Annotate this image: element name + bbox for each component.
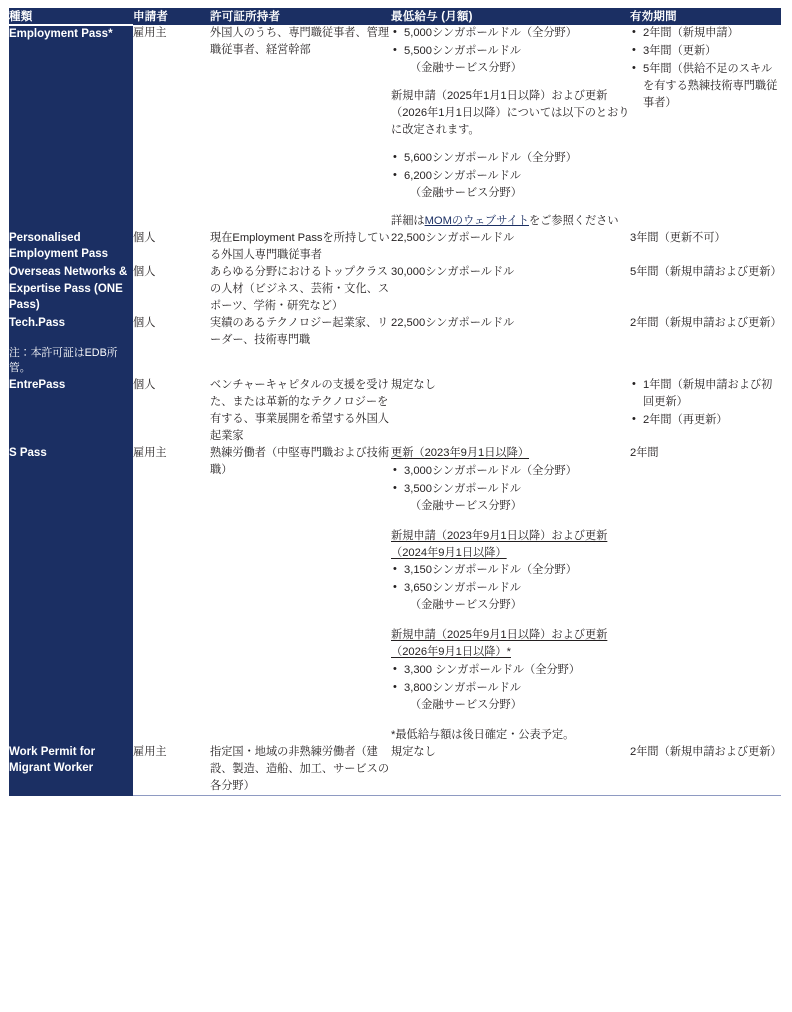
bullet-item: • 3,500シンガポールドル （金融サービス分野） — [391, 481, 630, 515]
text-paragraph: 2年間（新規申請および更新） — [630, 317, 782, 330]
pass-name-label: Personalised Employment Pass — [9, 232, 109, 261]
pass-name-label: Employment Pass* — [9, 28, 113, 40]
salary-section-heading: 更新（2023年9月1日以降） — [391, 446, 530, 459]
applicant-cell: 個人 — [133, 266, 156, 279]
text-paragraph: 30,000シンガポールドル — [391, 266, 515, 279]
table-row — [9, 264, 781, 315]
table-row — [9, 230, 781, 264]
pass-name-cell — [9, 230, 133, 264]
column-header-minimum-salary: 最低給与 (月額) — [391, 8, 630, 25]
table-row — [9, 25, 781, 230]
holder-cell: 外国人のうち、専門職従事者、管理職従事者、経営幹部 — [210, 27, 390, 57]
bullet-continuation: （金融サービス分野） — [410, 187, 522, 200]
pass-name-cell — [9, 377, 133, 445]
minimum-salary-cell — [391, 377, 630, 445]
bullet-item: • 5,500シンガポールドル （金融サービス分野） — [391, 43, 630, 77]
minimum-salary-cell — [391, 445, 630, 744]
pass-name-note: 注：本許可証はEDB所管。 — [9, 346, 118, 375]
text-paragraph: 規定なし — [391, 746, 436, 759]
text-paragraph: 新規申請（2025年1月1日以降）および更新（2026年1月1日以降）については以下のとおりに改定されます。 — [391, 90, 630, 137]
bullet-item: • 3,150シンガポールドル（全分野） — [391, 562, 630, 579]
applicant-cell: 雇用主 — [133, 27, 167, 39]
bullet-list — [630, 377, 781, 429]
pass-name-label: Tech.Pass — [9, 317, 66, 330]
pass-name-cell — [9, 25, 133, 230]
pass-name-cell — [9, 264, 133, 315]
holder-cell: 実績のあるテクノロジー起業家、リーダー、技術専門職 — [210, 317, 389, 347]
bullet-item: • 3,650シンガポールドル （金融サービス分野） — [391, 580, 630, 614]
text-paragraph: 3年間（更新不可） — [630, 232, 726, 245]
column-header-type: 種類 — [9, 8, 133, 25]
column-header-validity: 有効期間 — [630, 8, 781, 25]
text-paragraph: 2年間（新規申請および更新） — [630, 746, 782, 759]
bullet-continuation: （金融サービス分野） — [410, 699, 522, 712]
bullet-item: • 3,300 シンガポールドル（全分野） — [391, 662, 630, 679]
applicant-cell: 雇用主 — [133, 446, 167, 459]
pass-name-cell — [9, 315, 133, 377]
holder-cell: あらゆる分野におけるトップクラスの人材（ビジネス、芸術・文化、スポーツ、学術・研究など） — [210, 266, 390, 313]
holder-cell: 熟練労働者（中堅専門職および技術職） — [210, 446, 390, 476]
validity-cell — [630, 744, 781, 796]
bullet-item: • 1年間（新規申請および初回更新） — [630, 377, 781, 411]
bullet-list — [630, 25, 781, 112]
bullet-list — [391, 562, 630, 614]
bullet-list — [391, 463, 630, 515]
bullet-list — [391, 150, 630, 202]
applicant-cell: 個人 — [133, 378, 156, 391]
text-paragraph: 2年間 — [630, 446, 659, 459]
salary-section-heading: 新規申請（2023年9月1日以降）および更新（2024年9月1日以降） — [391, 529, 608, 559]
text-paragraph: 22,500シンガポールドル — [391, 317, 515, 330]
validity-cell — [630, 315, 781, 377]
text-paragraph: 5年間（新規申請および更新） — [630, 266, 782, 279]
minimum-salary-cell — [391, 744, 630, 796]
minimum-salary-cell — [391, 315, 630, 377]
pass-name-cell — [9, 744, 133, 796]
bullet-item: • 3年間（更新） — [630, 43, 781, 60]
applicant-cell: 個人 — [133, 317, 156, 330]
column-header-applicant: 申請者 — [133, 8, 210, 25]
bullet-item: • 2年間（再更新） — [630, 412, 781, 429]
pass-name-label: S Pass — [9, 446, 47, 459]
text-paragraph: 22,500シンガポールドル — [391, 232, 515, 245]
table-header — [9, 8, 781, 25]
table-row — [9, 744, 781, 796]
applicant-cell: 雇用主 — [133, 744, 210, 796]
bullet-item: • 2年間（新規申請） — [630, 25, 781, 42]
work-pass-table — [9, 8, 781, 796]
validity-cell — [630, 25, 781, 230]
bullet-continuation: （金融サービス分野） — [410, 499, 522, 512]
salary-section — [391, 528, 630, 615]
bullet-list — [391, 25, 630, 77]
validity-cell — [630, 230, 781, 264]
text-paragraph: 規定なし — [391, 378, 436, 391]
pass-name-cell — [9, 445, 133, 744]
salary-section-heading: 新規申請（2025年9月1日以降）および更新（2026年9月1日以降）* — [391, 629, 608, 659]
bullet-item: • 3,000シンガポールドル（全分野） — [391, 463, 630, 480]
footnote-text: *最低給与額は後日確定・公表予定。 — [391, 729, 575, 742]
bullet-continuation: （金融サービス分野） — [410, 62, 522, 75]
bullet-list — [391, 662, 630, 714]
bullet-item: • 5,600シンガポールドル（全分野） — [391, 150, 630, 167]
pass-name-label: Work Permit for Migrant Worker — [9, 746, 96, 775]
table-row — [9, 315, 781, 377]
bullet-item: • 3,800シンガポールドル （金融サービス分野） — [391, 680, 630, 714]
header-row — [9, 8, 781, 25]
mom-website-link[interactable]: MOMのウェブサイト — [424, 215, 529, 228]
holder-cell: 現在Employment Passを所持している外国人専門職従事者 — [210, 232, 390, 262]
bullet-continuation: （金融サービス分野） — [410, 599, 522, 612]
salary-section — [391, 445, 630, 515]
holder-cell: 指定国・地域の非熟練労働者（建設、製造、造船、加工、サービスの各分野） — [210, 744, 391, 796]
column-header-holder: 許可証所持者 — [210, 8, 391, 25]
minimum-salary-cell — [391, 25, 630, 230]
validity-cell — [630, 264, 781, 315]
bullet-item: • 5年間（供給不足のスキルを有する熟練技術専門職従事者） — [630, 61, 781, 112]
minimum-salary-cell — [391, 264, 630, 315]
minimum-salary-cell — [391, 230, 630, 264]
pass-name-label: Overseas Networks & Expertise Pass (ONE Pass) — [9, 266, 128, 311]
pass-name-label: EntrePass — [9, 378, 66, 391]
bullet-item: • 5,000シンガポールドル（全分野） — [391, 25, 630, 42]
table-row — [9, 377, 781, 445]
holder-cell: ベンチャーキャピタルの支援を受けた、または革新的なテクノロジーを有する、事業展開を希望する外国人起業家 — [210, 378, 390, 442]
validity-cell — [630, 377, 781, 445]
bullet-item: • 6,200シンガポールドル （金融サービス分野） — [391, 168, 630, 202]
table-row — [9, 445, 781, 744]
validity-cell — [630, 445, 781, 744]
salary-section — [391, 627, 630, 714]
table-body — [9, 25, 781, 796]
text-paragraph-with-link: 詳細はMOMのウェブサイトをご参照ください — [391, 215, 619, 228]
applicant-cell: 個人 — [133, 232, 156, 245]
